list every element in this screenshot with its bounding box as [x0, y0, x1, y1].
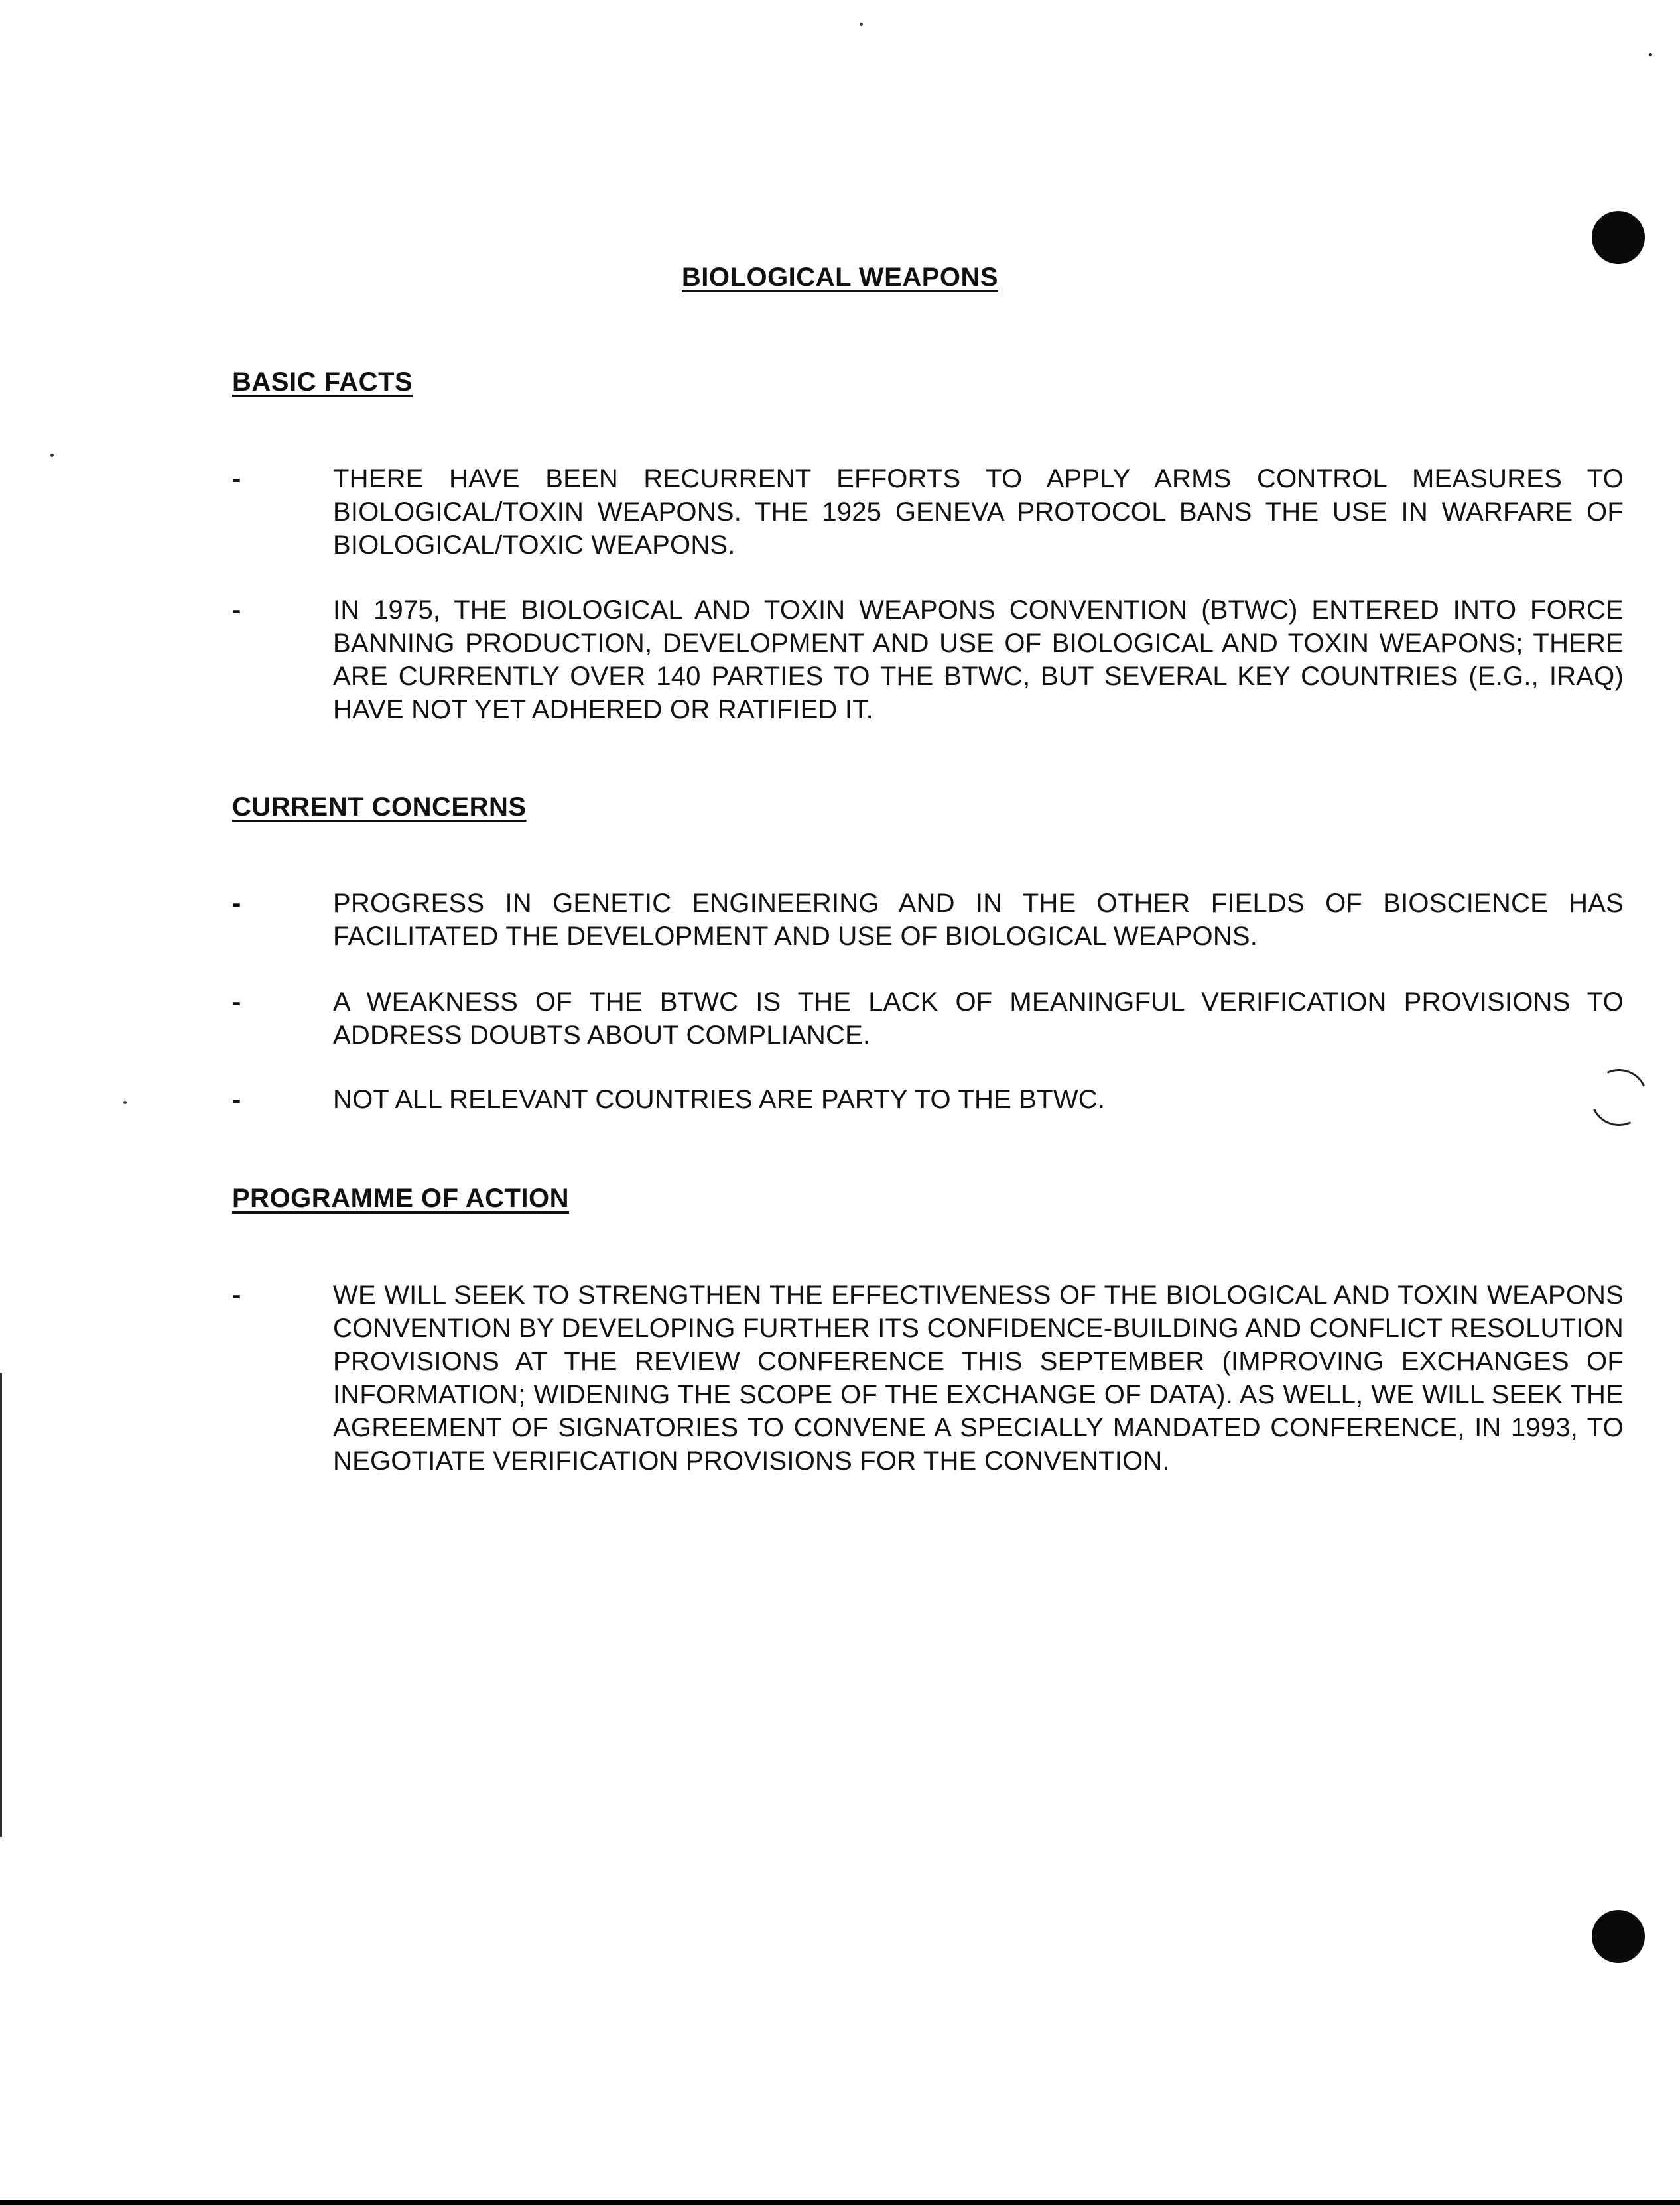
section-heading-basic-facts: BASIC FACTS: [232, 367, 413, 397]
section-heading-programme-of-action: PROGRAMME OF ACTION: [232, 1184, 569, 1213]
bullet-text: PROGRESS IN GENETIC ENGINEERING AND IN THE OTHER FIELDS OF BIOSCIENCE HAS FACILITATED THE DEVELOPMENT AND USE OF BIOLOGICAL WEAPONS.: [333, 889, 1624, 951]
bullet-marker: -: [232, 596, 241, 625]
scan-speck: [1649, 53, 1652, 56]
page-title: BIOLOGICAL WEAPONS: [681, 263, 999, 292]
bullet-marker: -: [232, 1085, 241, 1114]
section-heading-current-concerns: CURRENT CONCERNS: [232, 792, 527, 822]
scan-speck: [860, 23, 863, 26]
bullet-marker: -: [232, 889, 241, 918]
bullet-marker: -: [232, 987, 241, 1017]
scan-bottom-border: [0, 2200, 1680, 2205]
bullet-text: NOT ALL RELEVANT COUNTRIES ARE PARTY TO THE BTWC.: [333, 1085, 1106, 1114]
scan-edge: [0, 1373, 2, 1837]
bullet-text: IN 1975, THE BIOLOGICAL AND TOXIN WEAPONS CONVENTION (BTWC) ENTERED INTO FORCE BANNING PRODUCTION, DEVELOPMENT AND USE OF BIOLOGICAL AND TOXIN WEAPONS; THERE ARE CURRENTLY OVER 140 PARTIES TO THE BTWC, BUT SEVERAL KEY COUNTRIES (E.G., IRAQ) HAVE NOT YET ADHERED OR RATIFIED IT.: [333, 596, 1624, 724]
bullet-marker: -: [232, 1281, 241, 1310]
scan-speck: [123, 1101, 127, 1104]
punch-hole-top: [1592, 211, 1645, 264]
bullet-marker: -: [232, 464, 241, 493]
punch-hole-bottom: [1592, 1910, 1645, 1963]
scan-speck: [50, 454, 54, 457]
bullet-text: THERE HAVE BEEN RECURRENT EFFORTS TO APPLY ARMS CONTROL MEASURES TO BIOLOGICAL/TOXIN WEAPONS. THE 1925 GENEVA PROTOCOL BANS THE USE IN WARFARE OF BIOLOGICAL/TOXIC WEAPONS.: [333, 464, 1624, 560]
bullet-text: A WEAKNESS OF THE BTWC IS THE LACK OF MEANINGFUL VERIFICATION PROVISIONS TO ADDRESS DOUBTS ABOUT COMPLIANCE.: [333, 987, 1624, 1050]
bullet-text: WE WILL SEEK TO STRENGTHEN THE EFFECTIVENESS OF THE BIOLOGICAL AND TOXIN WEAPONS CONVENTION BY DEVELOPING FURTHER ITS CONFIDENCE-BUILDING AND CONFLICT RESOLUTION PROVISIONS AT THE REVIEW CONFERENCE THIS SEPTEMBER (IMPROVING EXCHANGES OF INFORMATION; WIDENING THE SCOPE OF THE EXCHANGE OF DATA). AS WELL, WE WILL SEEK THE AGREEMENT OF SIGNATORIES TO CONVENE A SPECIALLY MANDATED CONFERENCE, IN 1993, TO NEGOTIATE VERIFICATION PROVISIONS FOR THE CONVENTION.: [333, 1281, 1624, 1476]
